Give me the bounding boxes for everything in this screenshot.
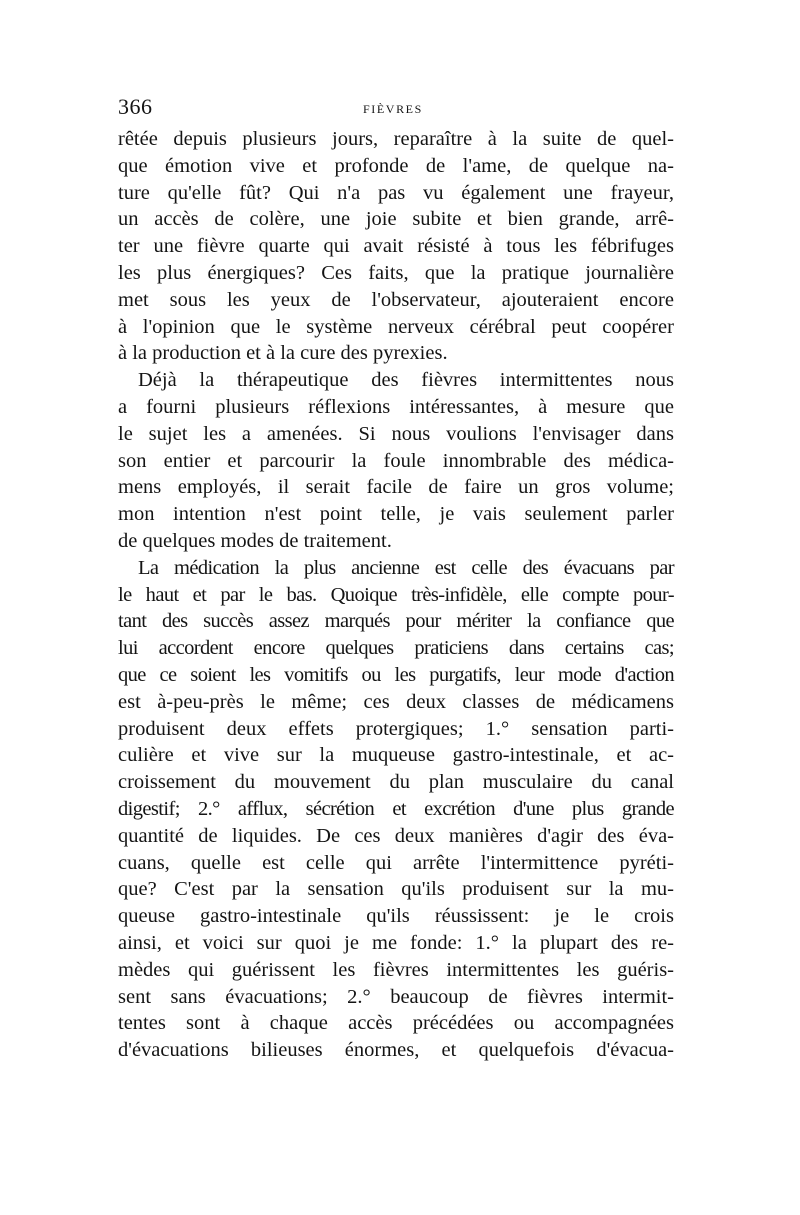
text-line: que ce soient les vomitifs ou les purgatifs, leur mode d'action xyxy=(118,663,674,686)
text-line: ture qu'elle fût? Qui n'a pas vu également une frayeur, xyxy=(118,181,674,204)
text-line: le sujet les a amenées. Si nous voulions l'envisager dans xyxy=(118,422,674,445)
text-line: tentes sont à chaque accès précédées ou accompagnées xyxy=(118,1012,674,1035)
text-line: culière et vive sur la muqueuse gastro-intestinale, et ac- xyxy=(118,744,674,767)
text-line: digestif; 2.° afflux, sécrétion et excrétion d'une plus grande xyxy=(118,797,674,820)
text-line: produisent deux effets protergiques; 1.° sensation parti- xyxy=(118,717,674,740)
text-line: met sous les yeux de l'observateur, ajouteraient encore xyxy=(118,288,674,311)
text-line: rêtée depuis plusieurs jours, reparaître à la suite de quel- xyxy=(118,128,674,150)
text-line: sent sans évacuations; 2.° beaucoup de fièvres intermit- xyxy=(118,985,674,1008)
text-line: que? C'est par la sensation qu'ils produisent sur la mu- xyxy=(118,878,674,901)
text-line: de quelques modes de traitement. xyxy=(118,529,392,552)
text-line: à la production et à la cure des pyrexies. xyxy=(118,342,448,365)
page-header xyxy=(118,94,678,124)
text-line: La médication la plus ancienne est celle des évacuans par xyxy=(138,556,674,579)
text-line: mens employés, il serait facile de faire un gros volume; xyxy=(118,476,674,499)
page-number: 366 xyxy=(118,94,153,119)
text-line: quantité de liquides. De ces deux manières d'agir des éva- xyxy=(118,824,674,847)
text-line: un accès de colère, une joie subite et bien grande, arrê- xyxy=(118,208,674,231)
text-line: tant des succès assez marqués pour mériter la confiance que xyxy=(118,610,674,633)
text-line: est à-peu-près le même; ces deux classes de médicamens xyxy=(118,690,674,713)
paragraph-3 xyxy=(118,555,674,1064)
running-head: FIÈVRES xyxy=(363,102,423,116)
text-line: les plus énergiques? Ces faits, que la pratique journalière xyxy=(118,261,674,284)
text-line: Déjà la thérapeutique des fièvres intermittentes nous xyxy=(138,369,674,392)
text-line: que émotion vive et profonde de l'ame, de quelque na- xyxy=(118,154,674,177)
text-line: mon intention n'est point telle, je vais seulement parler xyxy=(118,503,674,526)
text-line: à l'opinion que le système nerveux cérébral peut coopérer xyxy=(118,315,674,338)
text-line: lui accordent encore quelques praticiens dans certains cas; xyxy=(118,637,674,660)
paragraph-1 xyxy=(118,126,674,367)
text-line: a fourni plusieurs réflexions intéressantes, à mesure que xyxy=(118,395,674,418)
text-line: queuse gastro-intestinale qu'ils réussissent: je le crois xyxy=(118,905,674,928)
text-line: son entier et parcourir la foule innombrable des médica- xyxy=(118,449,674,472)
text-line: mèdes qui guérissent les fièvres intermittentes les guéris- xyxy=(118,958,674,981)
text-line: d'évacuations bilieuses énormes, et quelquefois d'évacua- xyxy=(118,1039,674,1062)
text-line: cuans, quelle est celle qui arrête l'intermittence pyréti- xyxy=(118,851,674,874)
paragraph-2 xyxy=(118,367,674,555)
body-text xyxy=(118,126,674,1064)
text-line: ainsi, et voici sur quoi je me fonde: 1.° la plupart des re- xyxy=(118,931,674,954)
text-line: le haut et par le bas. Quoique très-infidèle, elle compte pour- xyxy=(118,583,674,606)
text-line: ter une fièvre quarte qui avait résisté à tous les fébrifuges xyxy=(118,235,674,258)
text-line: croissement du mouvement du plan musculaire du canal xyxy=(118,771,674,794)
